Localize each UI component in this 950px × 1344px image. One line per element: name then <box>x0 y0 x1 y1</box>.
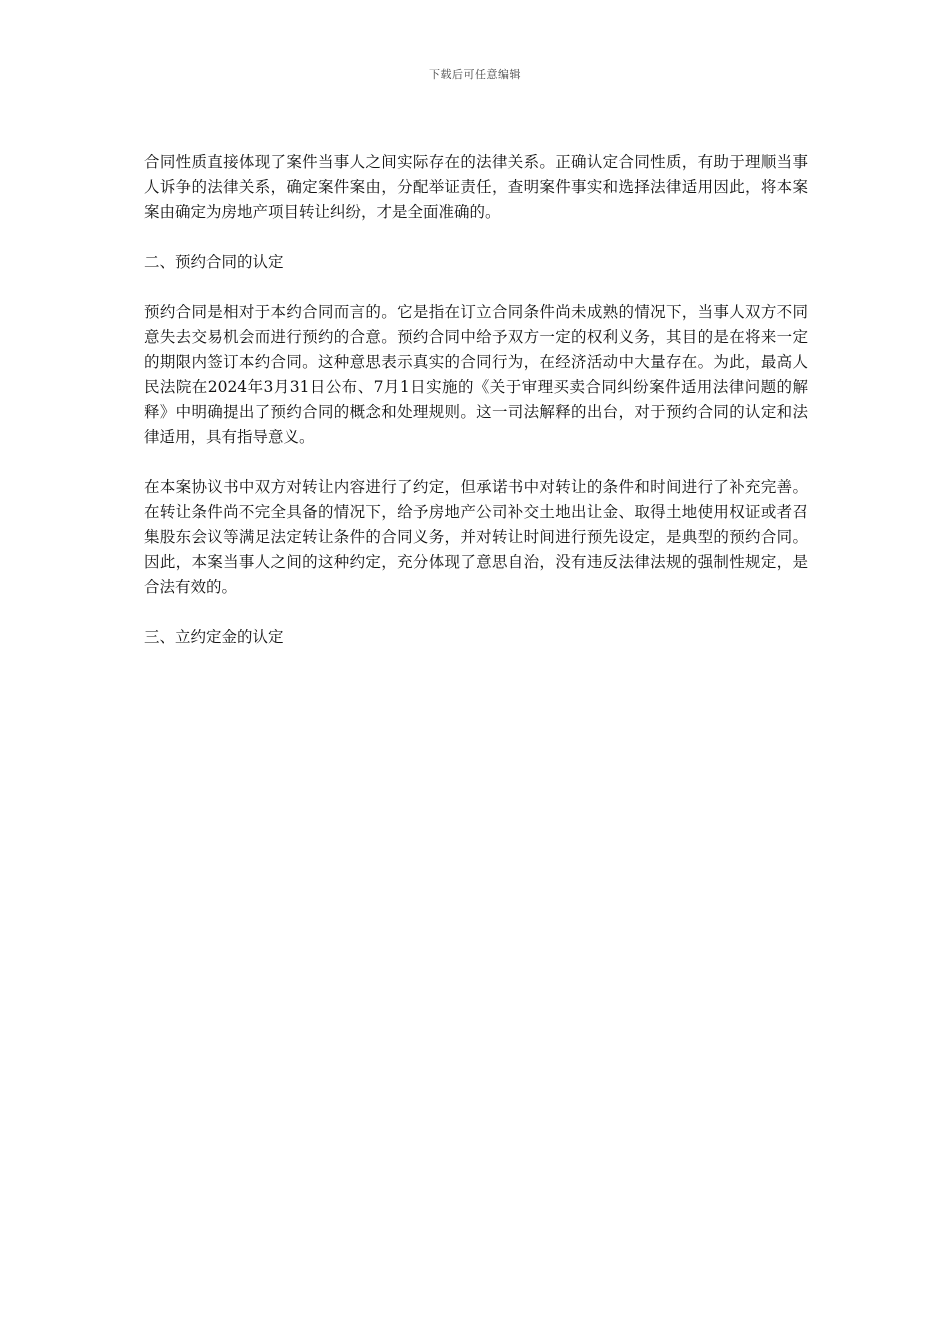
paragraph-spacer <box>144 450 808 475</box>
paragraph-spacer <box>144 275 808 300</box>
paragraph-spacer <box>144 225 808 250</box>
paragraph-preliminary-contract-definition: 预约合同是相对于本约合同而言的。它是指在订立合同条件尚未成熟的情况下，当事人双方不同意失去交易机会而进行预约的合意。预约合同中给予双方一定的权利义务，其目的是在将来一定的期限内签订本约合同。这种意思表示真实的合同行为，在经济活动中大量存在。为此，最高人民法院在2024年3月31日公布、7月1日实施的《关于审理买卖合同纠纷案件适用法律问题的解释》中明确提出了预约合同的概念和处理规则。这一司法解释的出台，对于预约合同的认定和法律适用，具有指导意义。 <box>144 303 808 446</box>
paragraph-spacer <box>144 600 808 625</box>
paragraph-case-analysis: 在本案协议书中双方对转让内容进行了约定，但承诺书中对转让的条件和时间进行了补充完善。在转让条件尚不完全具备的情况下，给予房地产公司补交土地出让金、取得土地使用权证或者召集股东会议等满足法定转让条件的合同义务，并对转让时间进行预先设定，是典型的预约合同。因此，本案当事人之间的这种约定，充分体现了意思自治，没有违反法律法规的强制性规定，是合法有效的。 <box>144 478 808 596</box>
document-body <box>144 150 808 650</box>
page-header: 下载后可任意编辑 <box>429 68 521 81</box>
paragraph-contract-nature: 合同性质直接体现了案件当事人之间实际存在的法律关系。正确认定合同性质，有助于理顺当事人诉争的法律关系，确定案件案由，分配举证责任，查明案件事实和选择法律适用因此，将本案案由确定为房地产项目转让纠纷，才是全面准确的。 <box>144 153 808 221</box>
section-heading-deposit: 三、立约定金的认定 <box>144 628 284 646</box>
section-heading-preliminary-contract: 二、预约合同的认定 <box>144 253 284 271</box>
